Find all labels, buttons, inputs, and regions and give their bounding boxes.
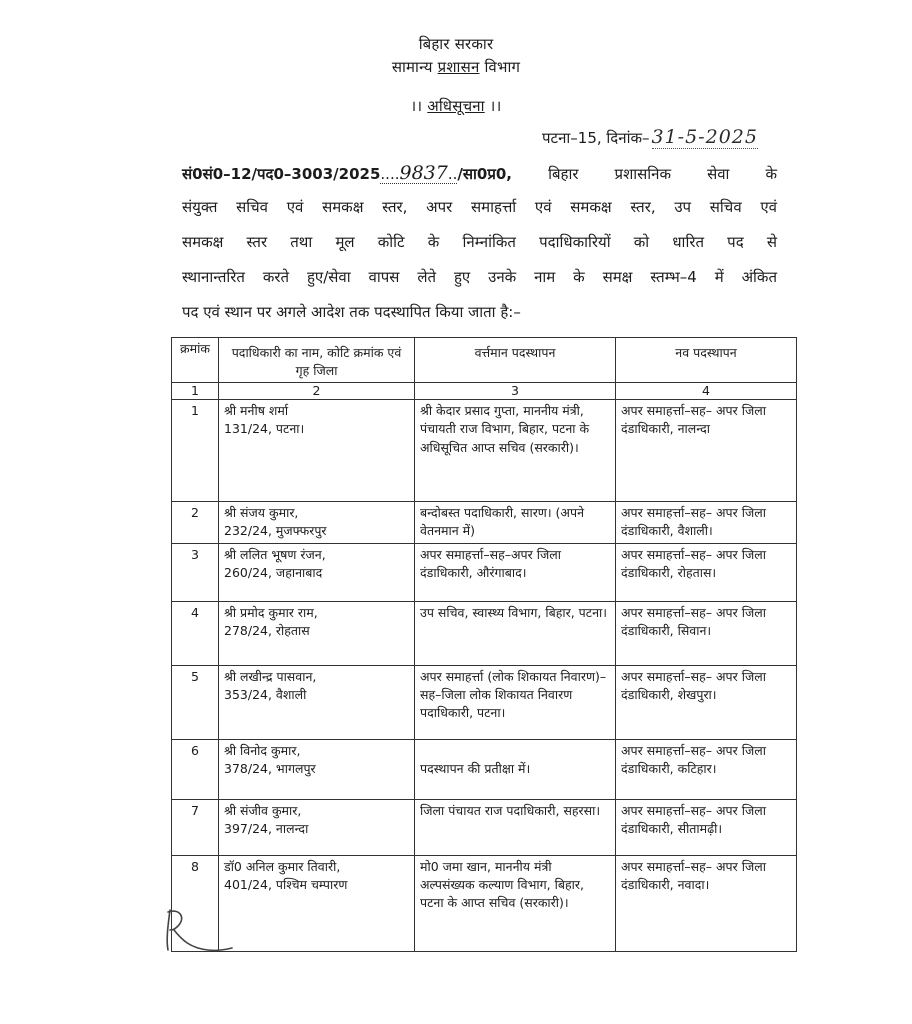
officer-code-district: 232/24, मुजफ्फरपुर — [224, 523, 327, 539]
new-posting: अपर समाहर्त्ता–सह– अपर जिला दंडाधिकारी, शेखपुरा। — [616, 665, 797, 739]
officer-code-district: 131/24, पटना। — [224, 421, 305, 437]
dateline — [542, 126, 758, 148]
officer-name: श्री लखीन्द्र पासवान, — [224, 668, 317, 684]
new-posting: अपर समाहर्त्ता–सह– अपर जिला दंडाधिकारी, नवादा। — [616, 855, 797, 951]
serial-number: 6 — [172, 739, 219, 799]
officer-code-district: 260/24, जहानाबाद — [224, 564, 323, 580]
officer-cell — [219, 502, 415, 543]
order-number-suffix: /सा0प्र0, — [457, 165, 513, 183]
notification-open: ।। — [410, 97, 428, 115]
department-name — [0, 57, 912, 77]
order-line-1 — [182, 162, 777, 184]
serial-number: 2 — [172, 502, 219, 543]
signature-mark — [150, 900, 240, 960]
new-posting: अपर समाहर्त्ता–सह– अपर जिला दंडाधिकारी, कटिहार। — [616, 739, 797, 799]
header-officer: पदाधिकारी का नाम, कोटि क्रमांक एवं गृह जिला — [219, 338, 415, 383]
officer-name: श्री संजय कुमार, — [224, 505, 299, 521]
government-name: बिहार सरकार — [418, 35, 494, 53]
order-line-1-rest: बिहार प्रशासनिक सेवा के — [548, 165, 777, 183]
officer-name: डॉ0 अनिल कुमार तिवारी, — [224, 858, 341, 874]
notification-heading — [0, 96, 912, 116]
current-posting: अपर समाहर्त्ता–सह–अपर जिला दंडाधिकारी, औरंगाबाद। — [415, 543, 616, 601]
column-number: 1 — [172, 383, 219, 400]
table-header-row — [172, 338, 797, 383]
table-row — [172, 855, 797, 951]
dateline-place: पटना–15, दिनांक– — [542, 129, 650, 147]
officer-code-district: 397/24, नालन्दा — [224, 820, 309, 836]
header-new-posting: नव पदस्थापन — [616, 338, 797, 383]
order-line-2: संयुक्त सचिव एवं समकक्ष स्तर, अपर समाहर्त्ता एवं समकक्ष स्तर, उप सचिव एवं — [182, 198, 777, 216]
column-number: 3 — [415, 383, 616, 400]
officer-cell — [219, 799, 415, 855]
posting-table — [171, 337, 797, 952]
order-number-prefix: सं0सं0–12/पद0–3003/2025 — [182, 165, 381, 183]
department-underlined: प्रशासन — [437, 58, 480, 76]
table-row — [172, 739, 797, 799]
current-posting: अपर समाहर्त्ता (लोक शिकायत निवारण)–सह–जिला लोक शिकायत निवारण पदाधिकारी, पटना। — [415, 665, 616, 739]
header-current-posting: वर्त्तमान पदस्थापन — [415, 338, 616, 383]
officer-cell — [219, 400, 415, 502]
order-line-3: समकक्ष स्तर तथा मूल कोटि के निम्नांकित पदाधिकारियों को धारित पद से — [182, 233, 777, 251]
header-serial: क्रमांक — [172, 338, 219, 383]
notification-close: ।। — [484, 97, 502, 115]
table-row — [172, 502, 797, 543]
current-posting: मो0 जमा खान, माननीय मंत्री अल्पसंख्यक कल्याण विभाग, बिहार, पटना के आप्त सचिव (सरकारी)। — [415, 855, 616, 951]
officer-name: श्री मनीष शर्मा — [224, 403, 289, 419]
column-number: 2 — [219, 383, 415, 400]
serial-number: 4 — [172, 601, 219, 665]
order-number-dots: ....9837.. — [380, 162, 458, 184]
current-posting: पदस्थापन की प्रतीक्षा में। — [415, 739, 616, 799]
officer-code-district: 378/24, भागलपुर — [224, 760, 316, 776]
current-posting: श्री केदार प्रसाद गुप्ता, माननीय मंत्री, पंचायती राज विभाग, बिहार, पटना के अधिसूचित आप्त सचिव (सरकारी)। — [415, 400, 616, 502]
officer-code-district: 401/24, पश्चिम चम्पारण — [224, 876, 348, 892]
column-number-row — [172, 383, 797, 400]
new-posting: अपर समाहर्त्ता–सह– अपर जिला दंडाधिकारी, रोहतास। — [616, 543, 797, 601]
officer-cell — [219, 543, 415, 601]
current-posting: उप सचिव, स्वास्थ्य विभाग, बिहार, पटना। — [415, 601, 616, 665]
notification-title: अधिसूचना — [427, 97, 485, 115]
officer-code-district: 278/24, रोहतास — [224, 622, 310, 638]
new-posting: अपर समाहर्त्ता–सह– अपर जिला दंडाधिकारी, नालन्दा — [616, 400, 797, 502]
table-row — [172, 665, 797, 739]
current-posting: बन्दोबस्त पदाधिकारी, सारण। (अपने वेतनमान में) — [415, 502, 616, 543]
serial-number: 8 — [172, 855, 219, 951]
department-prefix: सामान्य — [391, 58, 433, 76]
column-number: 4 — [616, 383, 797, 400]
department-suffix: विभाग — [484, 58, 521, 76]
officer-code-district: 353/24, वैशाली — [224, 686, 307, 702]
officer-name: श्री प्रमोद कुमार राम, — [224, 604, 318, 620]
order-line-4: स्थानान्तरित करते हुए/सेवा वापस लेते हुए उनके नाम के समक्ष स्तम्भ–4 में अंकित — [182, 268, 777, 286]
serial-number: 1 — [172, 400, 219, 502]
officer-cell — [219, 855, 415, 951]
serial-number: 7 — [172, 799, 219, 855]
new-posting: अपर समाहर्त्ता–सह– अपर जिला दंडाधिकारी, सिवान। — [616, 601, 797, 665]
serial-number: 5 — [172, 665, 219, 739]
officer-cell — [219, 665, 415, 739]
officer-cell — [219, 601, 415, 665]
current-posting: जिला पंचायत राज पदाधिकारी, सहरसा। — [415, 799, 616, 855]
table-row — [172, 400, 797, 502]
new-posting: अपर समाहर्त्ता–सह– अपर जिला दंडाधिकारी, वैशाली। — [616, 502, 797, 543]
officer-name: श्री ललित भूषण रंजन, — [224, 546, 326, 562]
handwritten-date: 31-5-2025 — [651, 126, 758, 148]
officer-name: श्री संजीव कुमार, — [224, 802, 302, 818]
table-row — [172, 601, 797, 665]
table-row — [172, 799, 797, 855]
serial-number: 3 — [172, 543, 219, 601]
new-posting: अपर समाहर्त्ता–सह– अपर जिला दंडाधिकारी, सीतामढ़ी। — [616, 799, 797, 855]
order-line-5: पद एवं स्थान पर अगले आदेश तक पदस्थापित किया जाता है:– — [182, 303, 521, 321]
officer-name: श्री विनोद कुमार, — [224, 742, 301, 758]
table-row — [172, 543, 797, 601]
handwritten-order-number: 9837 — [399, 162, 448, 184]
officer-cell — [219, 739, 415, 799]
order-number — [182, 162, 513, 184]
